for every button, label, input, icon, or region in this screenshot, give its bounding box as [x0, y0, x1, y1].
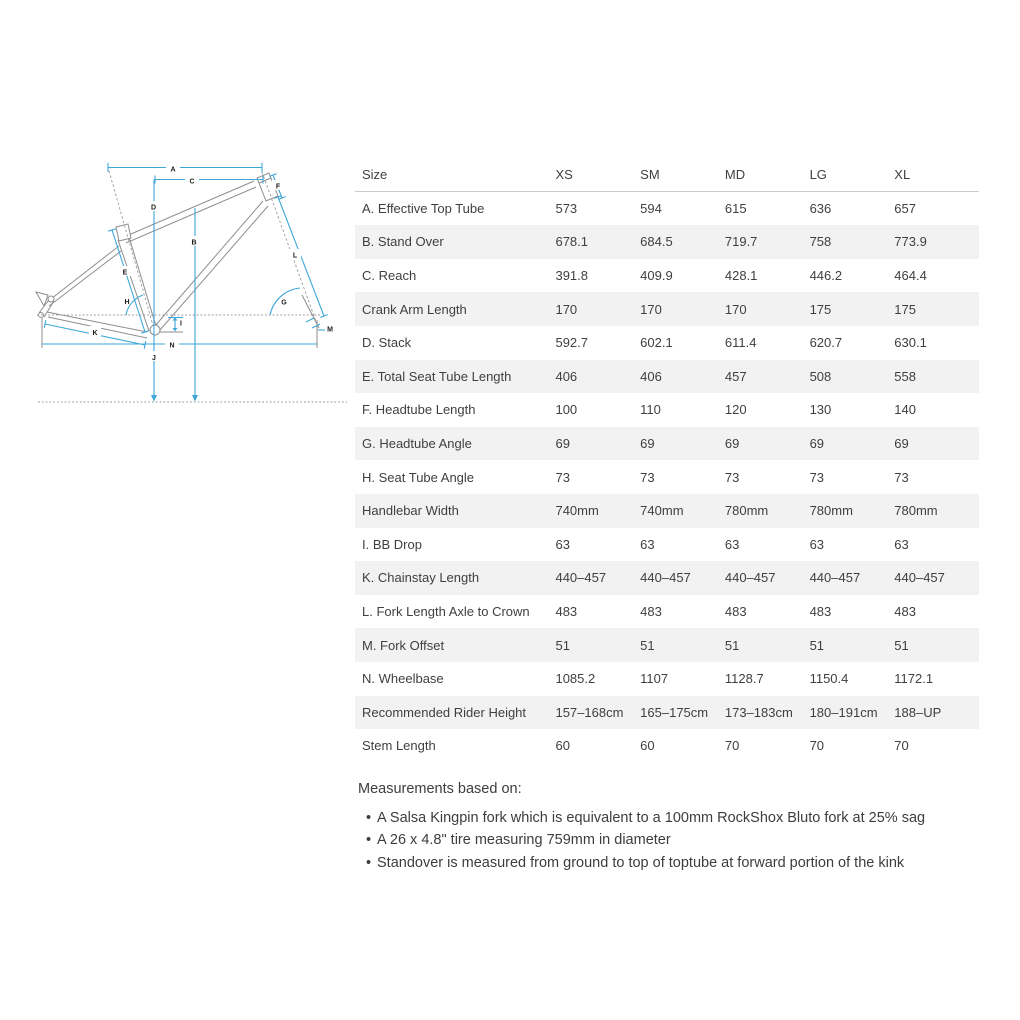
cell-value: 657: [894, 200, 916, 216]
header-cell: MD: [724, 166, 746, 182]
cell-value: 69: [724, 436, 740, 452]
cell-value: 175: [809, 301, 832, 317]
cell-value: 170: [724, 301, 747, 317]
dimension-lines: [42, 163, 328, 402]
cell-value: 483: [555, 604, 578, 620]
table-row: [355, 393, 979, 427]
cell-value: 508: [809, 368, 832, 384]
reference-axes: [37, 171, 347, 402]
cell-value: 391.8: [555, 268, 589, 284]
dim-label-n: N: [169, 342, 175, 350]
row-label: B. Stand Over: [362, 234, 444, 250]
cell-value: 446.2: [809, 268, 843, 284]
cell-value: 63: [724, 536, 740, 552]
cell-value: 740mm: [640, 503, 684, 519]
cell-value: 51: [724, 637, 740, 653]
header-cell: LG: [809, 166, 827, 182]
cell-value: 740mm: [555, 503, 599, 519]
cell-value: 773.9: [894, 234, 927, 250]
row-label: Handlebar Width: [362, 503, 459, 519]
cell-value: 615: [724, 200, 747, 216]
cell-value: 440–457: [724, 570, 776, 586]
cell-value: 170: [555, 301, 578, 317]
row-label: A. Effective Top Tube: [362, 200, 485, 216]
cell-value: 69: [555, 436, 570, 452]
table-row: [355, 696, 979, 730]
geometry-table-header: [355, 158, 979, 192]
table-row: [355, 360, 979, 394]
geometry-table-body: [355, 192, 979, 763]
cell-value: 611.4: [724, 335, 757, 351]
cell-value: 464.4: [894, 268, 927, 284]
table-row: [355, 292, 979, 326]
row-label: G. Headtube Angle: [362, 436, 472, 452]
cell-value: 1150.4: [809, 671, 849, 687]
cell-value: 73: [640, 469, 655, 485]
table-row: [355, 561, 979, 595]
cell-value: 51: [555, 637, 570, 653]
cell-value: 678.1: [555, 234, 589, 250]
row-label: D. Stack: [362, 335, 412, 351]
cell-value: 110: [640, 402, 661, 418]
cell-value: 69: [809, 436, 825, 452]
row-label: C. Reach: [362, 268, 417, 284]
table-row: [355, 427, 979, 461]
top-tube: [124, 178, 254, 237]
cell-value: 440–457: [809, 570, 861, 586]
header-cell: Size: [362, 166, 388, 182]
table-row: [355, 662, 979, 696]
row-label: Crank Arm Length: [362, 301, 467, 317]
cell-value: 594: [640, 200, 662, 216]
cell-value: 1128.7: [724, 671, 764, 687]
cell-value: 483: [640, 604, 662, 620]
cell-value: 69: [894, 436, 909, 452]
table-row: [355, 729, 979, 763]
cell-value: 70: [894, 738, 909, 754]
cell-value: 180–191cm: [809, 704, 878, 720]
dim-label-k: K: [92, 330, 98, 337]
table-row: [355, 326, 979, 360]
cell-value: 63: [555, 536, 570, 552]
cell-value: 483: [894, 604, 916, 620]
cell-value: 170: [640, 301, 662, 317]
cell-value: 780mm: [724, 503, 769, 519]
table-row: [355, 528, 979, 562]
cell-value: 636: [809, 200, 832, 216]
row-label: N. Wheelbase: [362, 671, 444, 687]
table-row: [355, 225, 979, 259]
row-label: I. BB Drop: [362, 536, 422, 552]
cell-value: 175: [894, 301, 916, 317]
cell-value: 51: [640, 637, 655, 653]
cell-value: 684.5: [640, 234, 673, 250]
cell-value: 173–183cm: [724, 704, 793, 720]
down-tube: [155, 201, 263, 326]
cell-value: 70: [724, 738, 740, 754]
seat-tube: [118, 240, 149, 331]
cell-value: 188–UP: [894, 704, 942, 720]
dim-label-h: H: [124, 299, 130, 306]
table-row: [355, 628, 979, 662]
cell-value: 406: [640, 368, 662, 384]
cell-value: 573: [555, 200, 578, 216]
dim-label-c: C: [189, 178, 195, 186]
cell-value: 483: [724, 604, 747, 620]
row-label: E. Total Seat Tube Length: [362, 368, 512, 384]
cell-value: 120: [724, 402, 747, 418]
cell-value: 440–457: [555, 570, 607, 586]
dim-label-a: A: [170, 166, 176, 174]
cell-value: 63: [809, 536, 825, 552]
header-cell: XL: [894, 166, 911, 182]
cell-value: 483: [809, 604, 832, 620]
row-label: Recommended Rider Height: [362, 704, 527, 720]
cell-value: 60: [555, 738, 570, 754]
cell-value: 130: [809, 402, 832, 418]
cell-value: 592.7: [555, 335, 589, 351]
notes-list: [358, 807, 958, 874]
row-label: F. Headtube Length: [362, 402, 476, 418]
cell-value: 1107: [640, 671, 669, 687]
row-label: M. Fork Offset: [362, 637, 445, 653]
dim-label-i: I: [180, 320, 182, 328]
cell-value: 51: [894, 637, 909, 653]
cell-value: 73: [894, 469, 909, 485]
table-row: [355, 259, 979, 293]
cell-value: 719.7: [724, 234, 758, 250]
row-label: Stem Length: [362, 738, 436, 754]
seat-tube-axis: [109, 171, 157, 329]
table-row: [355, 595, 979, 629]
cell-value: 758: [809, 234, 832, 250]
cell-value: 70: [809, 738, 825, 754]
cell-value: 73: [724, 469, 740, 485]
cell-value: 100: [555, 402, 578, 418]
cell-value: 63: [894, 536, 909, 552]
cell-value: 73: [555, 469, 570, 485]
cell-value: 157–168cm: [555, 704, 624, 720]
cell-value: 440–457: [640, 570, 691, 586]
cell-value: 457: [724, 368, 747, 384]
dim-label-g: G: [281, 299, 287, 307]
note-item: • A 26 x 4.8" tire measuring 759mm in diameter: [358, 829, 958, 851]
dim-label-j: J: [152, 355, 156, 362]
notes: [358, 779, 958, 874]
cell-value: 73: [809, 469, 825, 485]
cell-value: 780mm: [894, 503, 938, 519]
cell-value: 630.1: [894, 335, 927, 351]
header-cell: XS: [555, 166, 573, 182]
cell-value: 69: [640, 436, 655, 452]
header-cell: SM: [640, 166, 660, 182]
table-row: [355, 494, 979, 528]
dim-label-e: E: [122, 269, 128, 277]
cell-value: 60: [640, 738, 655, 754]
dim-label-m: M: [327, 326, 333, 334]
cell-value: 440–457: [894, 570, 945, 586]
notes-heading: Measurements based on:: [358, 781, 522, 797]
cell-value: 428.1: [724, 268, 758, 284]
dim-label-d: D: [150, 204, 157, 212]
cell-value: 409.9: [640, 268, 673, 284]
table-row: [355, 460, 979, 494]
cell-value: 165–175cm: [640, 704, 709, 720]
frame-outline: [36, 173, 319, 348]
table-row: [355, 192, 979, 226]
seat-stay: [47, 246, 119, 302]
cell-value: 780mm: [809, 503, 853, 519]
cell-value: 602.1: [640, 335, 673, 351]
cell-value: 63: [640, 536, 655, 552]
row-label: L. Fork Length Axle to Crown: [362, 604, 530, 620]
seat-collar: [116, 224, 131, 241]
cell-value: 1172.1: [894, 671, 934, 687]
dim-label-b: B: [191, 239, 197, 247]
cell-value: 558: [894, 368, 916, 384]
bottom-bracket: [150, 325, 160, 335]
cell-value: 140: [894, 402, 916, 418]
note-item: • A Salsa Kingpin fork which is equivalent to a 100mm RockShox Bluto fork at 25% sag: [358, 807, 958, 829]
geometry-table: [355, 158, 979, 763]
cell-value: 51: [809, 637, 825, 653]
cell-value: 406: [555, 368, 578, 384]
cell-value: 1085.2: [555, 671, 596, 687]
dim-label-l: L: [292, 252, 298, 260]
cell-value: 620.7: [809, 335, 843, 351]
row-label: H. Seat Tube Angle: [362, 469, 475, 485]
row-label: K. Chainstay Length: [362, 570, 480, 586]
note-item: • Standover is measured from ground to top of toptube at forward portion of the kink: [358, 852, 958, 874]
bike-geometry-diagram: [15, 140, 355, 415]
dim-label-f: F: [275, 183, 281, 191]
